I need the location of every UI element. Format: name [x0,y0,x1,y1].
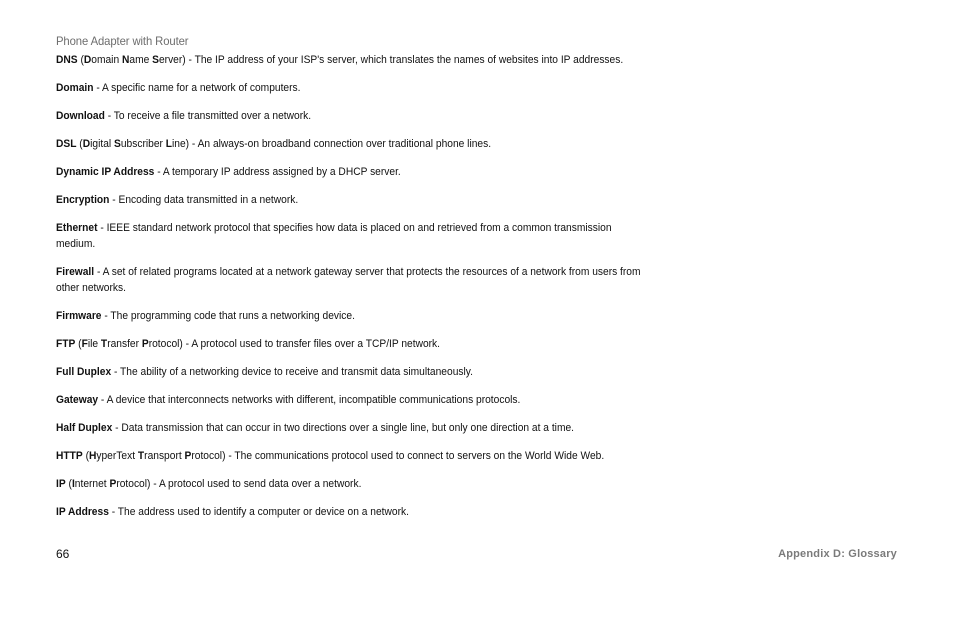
definition-text: ransport [144,450,185,462]
glossary-entry-ftp [56,337,651,353]
term-text: H [88,450,97,462]
definition-text: nternet [74,478,110,490]
term-text: T [137,450,145,462]
term-text: N [121,54,130,66]
definition-text: igital [90,138,115,150]
definition-text: rotocol) - The communications protocol used to connect to servers on the World Wide Web. [191,450,605,462]
term-text: T [100,338,108,350]
definition-text: yperText [96,450,138,462]
term-text: Encryption [56,194,110,206]
definition-text: - Data transmission that can occur in two directions over a single line, but only one direction at a time. [112,422,574,434]
term-text: Full Duplex [56,366,112,378]
page-number: 66 [56,547,70,561]
term-text: D [82,138,91,150]
definition-text: ine) - An always-on broadband connection over traditional phone lines. [172,138,492,150]
definition-text: - A temporary IP address assigned by a DHCP server. [154,166,401,178]
term-text: IP Address [56,506,109,518]
term-text: Half Duplex [56,422,113,434]
definition-text: ( [75,338,82,350]
term-text: I [71,478,75,490]
term-text: F [81,338,88,350]
term-text: DNS [56,54,78,66]
glossary-entry-gateway [56,393,651,409]
glossary-entry-firmware [56,309,651,325]
term-text: Download [56,110,105,122]
term-text: D [83,54,92,66]
definition-text: ( [82,450,89,462]
glossary-entry-full-duplex [56,365,651,381]
definition-text: - A device that interconnects networks with different, incompatible communications protocols. [98,394,521,406]
term-text: Dynamic IP Address [56,166,155,178]
term-text: IP [56,478,66,490]
definition-text: ( [65,478,72,490]
definition-text: - The address used to identify a computer or device on a network. [108,506,409,518]
definition-text: - The ability of a networking device to receive and transmit data simultaneously. [111,366,473,378]
term-text: HTTP [56,450,83,462]
definition-text: rotocol) - A protocol used to transfer files over a TCP/IP network. [148,338,441,350]
definition-text: ransfer [107,338,142,350]
definition-text: erver) - The IP address of your ISP's server, which translates the names of websites into IP addresses. [158,54,624,66]
definition-text: - The programming code that runs a networking device. [101,310,355,322]
glossary-entry-half-duplex [56,421,651,437]
glossary-entry-download [56,109,651,125]
term-text: P [184,450,192,462]
definition-text: ubscriber [120,138,166,150]
glossary-entry-firewall [56,265,651,296]
term-text: L [165,138,173,150]
term-text: FTP [56,338,76,350]
glossary-entry-ethernet [56,221,651,252]
term-text: P [141,338,149,350]
definition-text: - IEEE standard network protocol that specifies how data is placed on and retrieved from a common transmission medium. [56,222,612,250]
term-text: DSL [56,138,77,150]
definition-text: omain [91,54,122,66]
glossary-entry-ip [56,477,651,493]
definition-text: ( [76,138,83,150]
definition-text: rotocol) - A protocol used to send data over a network. [116,478,362,490]
definition-text: - A specific name for a network of computers. [93,82,301,94]
term-text: Ethernet [56,222,98,234]
glossary-entry-encryption [56,193,651,209]
glossary-entry-domain [56,81,651,97]
term-text: S [152,54,159,66]
definition-text: - A set of related programs located at a network gateway server that protects the resources of a network from users from other networks. [56,266,641,294]
term-text: S [114,138,121,150]
term-text: P [109,478,117,490]
term-text: Firmware [56,310,102,322]
term-text: Gateway [56,394,99,406]
glossary-entry-dynamic-ip-address [56,165,651,181]
definition-text: - Encoding data transmitted in a network. [109,194,299,206]
definition-text: - To receive a file transmitted over a network. [104,110,312,122]
glossary-entry-http [56,449,651,465]
glossary-entry-ip-address [56,505,651,521]
footer-section-title: Appendix D: Glossary [778,548,897,560]
glossary-entry-dsl [56,137,651,153]
definition-text: ile [87,338,101,350]
term-text: Domain [56,82,94,94]
running-header: Phone Adapter with Router [56,34,189,48]
definition-text: ( [77,54,84,66]
definition-text: ame [129,54,153,66]
term-text: Firewall [56,266,95,278]
glossary-entry-dns [56,53,651,69]
